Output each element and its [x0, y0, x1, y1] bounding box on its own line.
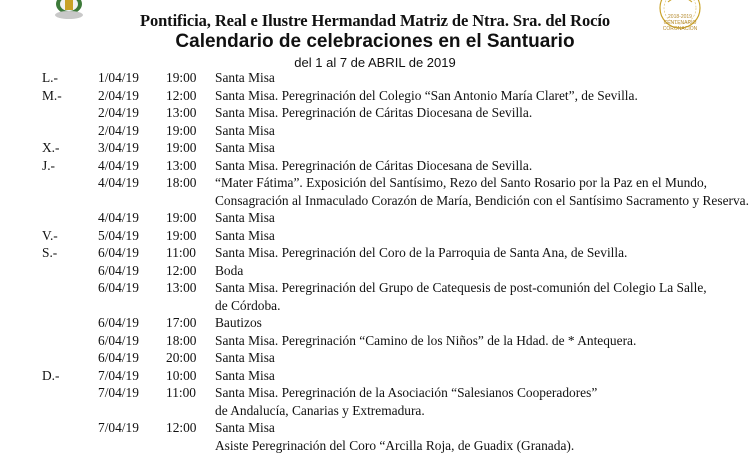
time-cell: 13:00	[166, 157, 197, 173]
description-cell: “Mater Fátima”. Exposición del Santísimo, Rezo del Santo Rosario por la Paz en el Mundo,	[215, 175, 708, 190]
description-cell: Santa Misa	[215, 122, 275, 138]
seal-caption-line: CENTENARIO	[663, 20, 697, 26]
date-cell: 1/04/19	[98, 70, 139, 85]
description-cell: Santa Misa	[215, 350, 275, 365]
date-cell: 4/04/19	[98, 175, 139, 190]
date-cell: 6/04/19	[98, 262, 139, 278]
date-cell: 6/04/19	[98, 350, 139, 365]
description-cell: Santa Misa	[215, 70, 275, 85]
description-cell: Santa Misa. Peregrinación del Colegio “San Antonio María Claret”, de Sevilla.	[215, 87, 638, 103]
date-cell: 4/04/19	[98, 157, 139, 173]
time-cell: 19:00	[166, 210, 197, 225]
description-cell: Santa Misa	[215, 420, 275, 435]
time-cell: 19:00	[166, 227, 197, 243]
time-cell: 19:00	[166, 70, 197, 85]
date-range: del 1 al 7 de ABRIL de 2019	[294, 55, 456, 70]
description-cell: Santa Misa. Peregrinación de Cáritas Diocesana de Sevilla.	[215, 157, 533, 173]
description-cell: Asiste Peregrinación del Coro “Arcilla Roja, de Guadix (Granada).	[215, 437, 575, 453]
time-cell: 17:00	[166, 315, 197, 330]
day-label: S.-	[42, 245, 58, 260]
time-cell: 12:00	[166, 420, 197, 435]
description-cell: Santa Misa	[215, 227, 275, 243]
time-cell: 12:00	[166, 262, 197, 278]
date-cell: 3/04/19	[98, 140, 139, 155]
description-cell: Boda	[215, 262, 244, 278]
time-cell: 11:00	[166, 245, 197, 260]
description-cell: de Córdoba.	[215, 297, 281, 313]
description-cell: Santa Misa	[215, 367, 275, 383]
time-cell: 19:00	[166, 122, 197, 138]
date-cell: 6/04/19	[98, 315, 139, 330]
day-label: D.-	[42, 367, 60, 383]
time-cell: 20:00	[166, 350, 197, 365]
description-cell: de Andalucía, Canarias y Extremadura.	[215, 402, 425, 418]
day-label: M.-	[42, 87, 62, 103]
page-title: Calendario de celebraciones en el Santuario	[175, 31, 575, 52]
date-cell: 7/04/19	[98, 385, 139, 400]
date-cell: 6/04/19	[98, 245, 139, 260]
description-cell: Santa Misa. Peregrinación del Coro de la Parroquia de Santa Ana, de Sevilla.	[215, 245, 628, 260]
description-cell: Santa Misa	[215, 210, 275, 225]
description-cell: Santa Misa	[215, 140, 275, 155]
description-cell: Santa Misa. Peregrinación “Camino de los Niños” de la Hdad. de * Antequera.	[215, 332, 637, 348]
day-label: V.-	[42, 227, 58, 243]
time-cell: 13:00	[166, 105, 197, 120]
description-cell: Bautizos	[215, 315, 262, 330]
time-cell: 19:00	[166, 140, 197, 155]
date-cell: 7/04/19	[98, 420, 139, 435]
description-cell: Santa Misa. Peregrinación de Cáritas Diocesana de Sevilla.	[215, 105, 533, 120]
seal-caption-line: CORONACION	[662, 26, 698, 32]
date-cell: 2/04/19	[98, 87, 139, 103]
date-cell: 6/04/19	[98, 332, 139, 348]
time-cell: 18:00	[166, 175, 197, 190]
description-cell: Santa Misa. Peregrinación de la Asociación “Salesianos Cooperadores”	[215, 385, 598, 400]
seal-caption-line: 2018-2019	[668, 14, 692, 20]
description-cell: Santa Misa. Peregrinación del Grupo de Catequesis de post-comunión del Colegio La Salle,	[215, 280, 707, 295]
date-cell: 2/04/19	[98, 122, 139, 138]
day-label: J.-	[42, 157, 56, 173]
date-cell: 2/04/19	[98, 105, 139, 120]
day-label: X.-	[42, 140, 60, 155]
date-cell: 7/04/19	[98, 367, 139, 383]
date-cell: 4/04/19	[98, 210, 139, 225]
organization-name: Pontificia, Real e Ilustre Hermandad Matriz de Ntra. Sra. del Rocío	[139, 11, 611, 30]
time-cell: 11:00	[166, 385, 197, 400]
time-cell: 10:00	[166, 367, 197, 383]
date-cell: 6/04/19	[98, 280, 139, 295]
day-label: L.-	[42, 70, 58, 85]
time-cell: 12:00	[166, 87, 197, 103]
time-cell: 18:00	[166, 332, 197, 348]
time-cell: 13:00	[166, 280, 197, 295]
description-cell: Consagración al Inmaculado Corazón de María, Bendición con el Santísimo Sacramento y Reserva.	[215, 192, 749, 208]
date-cell: 5/04/19	[98, 227, 139, 243]
